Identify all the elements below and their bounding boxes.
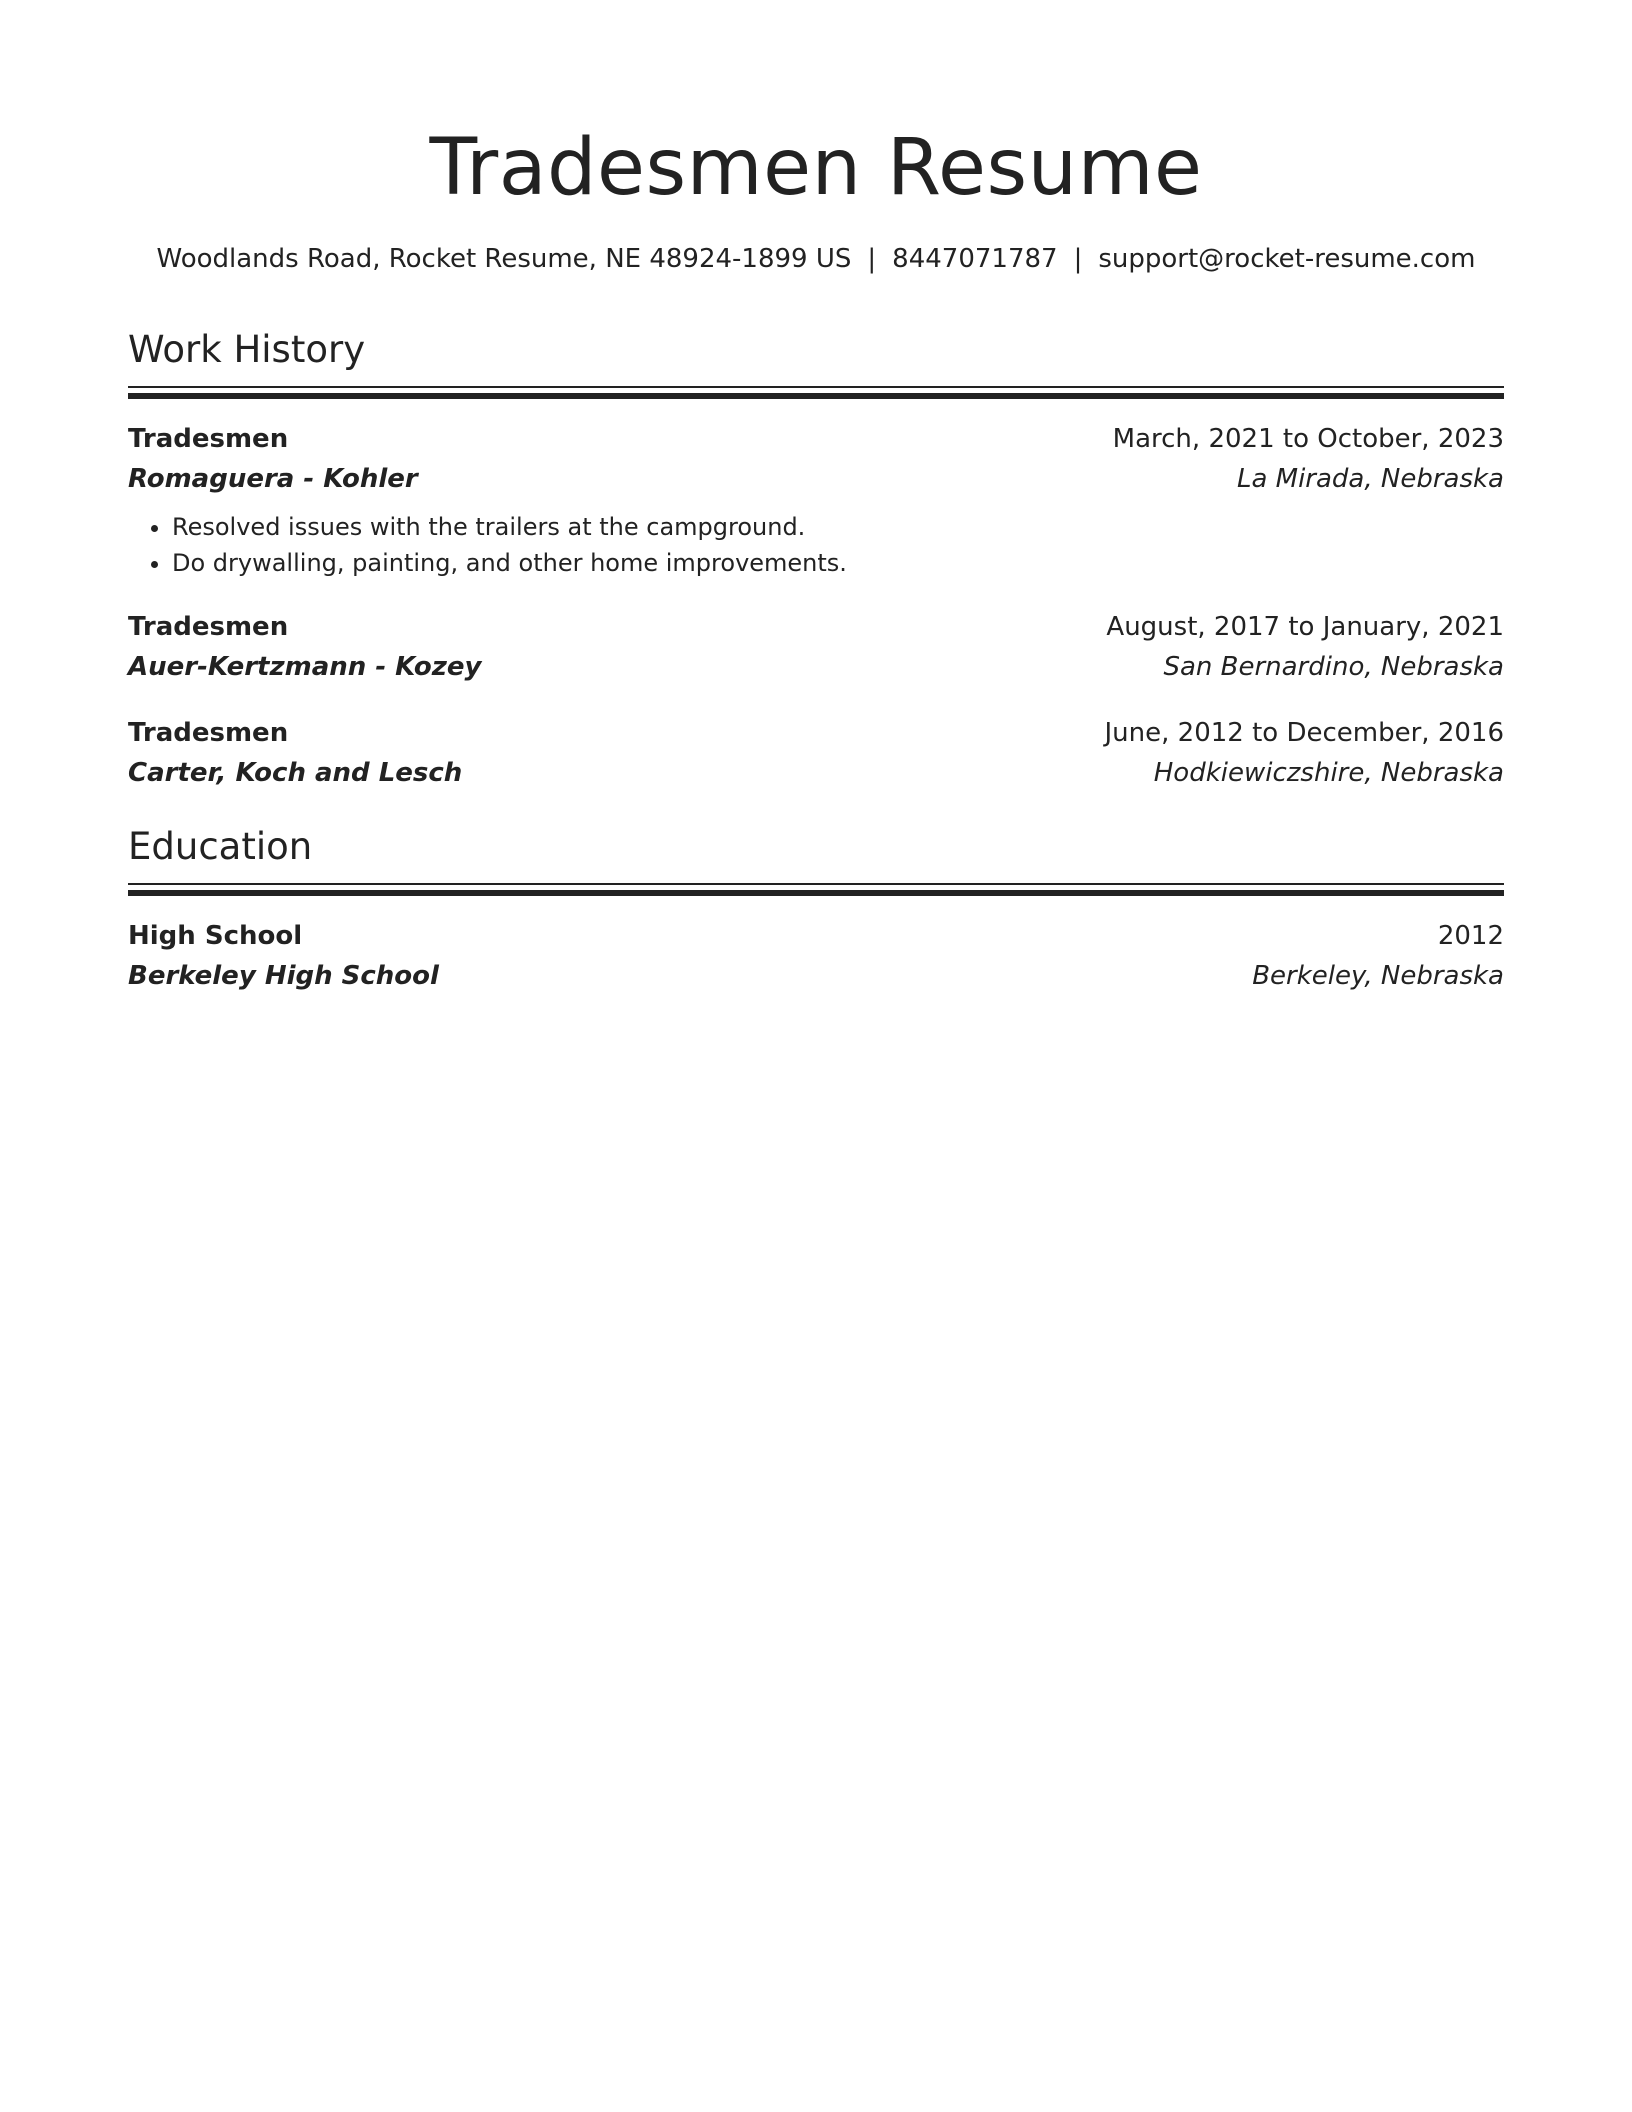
education-entry: [128, 916, 1504, 996]
job-dates: August, 2017 to January, 2021: [1106, 612, 1504, 642]
job-dates: March, 2021 to October, 2023: [1112, 424, 1504, 454]
resume-page: [128, 0, 1504, 996]
job-bullet: • Do drywalling, painting, and other home improvements.: [172, 545, 1504, 581]
contact-line: [128, 242, 1504, 276]
work-history-section: [128, 326, 1504, 793]
job-location: Hodkiewiczshire, Nebraska: [1153, 758, 1504, 788]
job-role: Tradesmen: [128, 612, 289, 642]
section-divider-thick: [128, 890, 1504, 896]
job-location: La Mirada, Nebraska: [1236, 464, 1504, 494]
education-section: [128, 823, 1504, 996]
job-bullet: • Resolved issues with the trailers at the campground.: [172, 509, 1504, 545]
job-location: San Bernardino, Nebraska: [1163, 652, 1504, 682]
job-entry: [128, 713, 1504, 793]
education-degree: High School: [128, 921, 303, 951]
job-company: Romaguera - Kohler: [128, 464, 418, 494]
job-role: Tradesmen: [128, 718, 289, 748]
section-divider-thick: [128, 393, 1504, 399]
contact-email: support@rocket-resume.com: [1098, 244, 1476, 274]
job-company: Auer-Kertzmann - Kozey: [128, 652, 482, 682]
job-dates: June, 2012 to December, 2016: [1104, 718, 1504, 748]
contact-address: Woodlands Road, Rocket Resume, NE 48924-1899 US: [156, 244, 852, 274]
job-entry: [128, 607, 1504, 687]
job-entry: [128, 419, 1504, 581]
resume-title: Tradesmen Resume: [429, 123, 1203, 213]
section-divider-thin: [128, 883, 1504, 885]
job-company: Carter, Koch and Lesch: [128, 758, 463, 788]
education-location: Berkeley, Nebraska: [1252, 961, 1504, 991]
section-title-work-history: Work History: [128, 328, 366, 371]
section-title-education: Education: [128, 825, 313, 868]
education-year: 2012: [1437, 921, 1504, 951]
contact-separator: |: [1073, 244, 1083, 274]
job-role: Tradesmen: [128, 424, 289, 454]
contact-phone: 8447071787: [892, 244, 1058, 274]
contact-separator: |: [867, 244, 877, 274]
section-divider-thin: [128, 386, 1504, 388]
education-school: Berkeley High School: [128, 961, 439, 991]
job-bullet-list: [128, 509, 1504, 581]
